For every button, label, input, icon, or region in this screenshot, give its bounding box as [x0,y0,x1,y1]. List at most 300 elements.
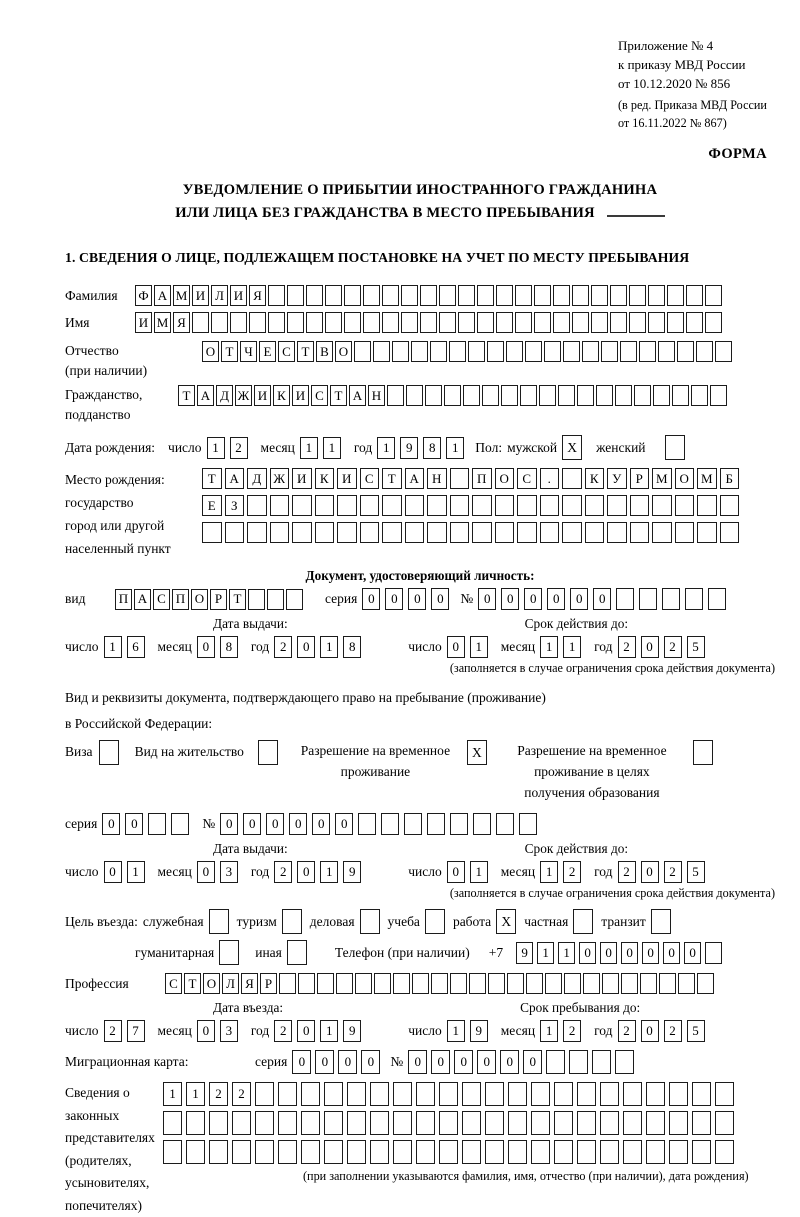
char-box[interactable] [558,385,575,406]
char-box[interactable] [267,589,284,610]
residence-issue-year[interactable] [274,861,366,883]
char-box[interactable] [582,341,599,362]
char-box[interactable]: 0 [641,1020,659,1042]
char-box[interactable] [225,522,245,543]
char-box[interactable] [230,312,247,333]
char-box[interactable] [554,1082,573,1106]
char-box[interactable] [450,522,470,543]
char-box[interactable] [325,285,342,306]
char-box[interactable] [646,1140,665,1164]
char-box[interactable] [686,312,703,333]
char-box[interactable] [186,1140,205,1164]
char-box[interactable]: И [292,385,309,406]
char-box[interactable] [629,285,646,306]
char-box[interactable] [583,973,600,994]
char-box[interactable]: 1 [537,942,554,964]
temp-residence-education-checkbox[interactable] [693,740,713,765]
residence-issue-day[interactable] [104,861,150,883]
char-box[interactable] [344,285,361,306]
char-box[interactable] [572,312,589,333]
char-box[interactable] [462,1140,481,1164]
char-box[interactable] [192,312,209,333]
char-box[interactable]: А [225,468,245,489]
char-box[interactable] [554,1140,573,1164]
char-box[interactable]: 0 [385,588,403,610]
char-box[interactable]: К [585,468,605,489]
char-box[interactable] [685,588,703,610]
char-box[interactable]: 1 [446,437,464,459]
char-box[interactable]: 1 [558,942,575,964]
char-box[interactable] [482,385,499,406]
char-box[interactable]: 8 [343,636,361,658]
char-box[interactable] [405,495,425,516]
char-box[interactable]: 6 [127,636,145,658]
char-box[interactable] [495,522,515,543]
char-box[interactable]: 0 [478,588,496,610]
char-box[interactable] [577,1111,596,1135]
char-box[interactable] [392,341,409,362]
char-box[interactable] [720,522,740,543]
char-box[interactable]: 0 [361,1050,380,1074]
surname-boxes[interactable] [135,285,724,306]
char-box[interactable] [347,1082,366,1106]
char-box[interactable]: 3 [220,861,238,883]
female-checkbox[interactable] [665,435,685,460]
char-box[interactable]: О [191,589,208,610]
char-box[interactable]: 2 [274,636,292,658]
char-box[interactable]: Е [259,341,276,362]
char-box[interactable]: 2 [230,437,248,459]
char-box[interactable]: 0 [266,813,284,835]
char-box[interactable]: 9 [400,437,418,459]
char-box[interactable] [286,589,303,610]
entry-day[interactable] [104,1020,150,1042]
char-box[interactable]: М [652,468,672,489]
char-box[interactable]: 2 [618,861,636,883]
char-box[interactable]: С [311,385,328,406]
char-box[interactable] [347,1140,366,1164]
stay-until-month[interactable] [540,1020,586,1042]
char-box[interactable] [344,312,361,333]
char-box[interactable] [444,385,461,406]
char-box[interactable] [715,1111,734,1135]
char-box[interactable] [450,973,467,994]
char-box[interactable] [715,1140,734,1164]
char-box[interactable]: 0 [104,861,122,883]
char-box[interactable] [577,385,594,406]
char-box[interactable]: О [675,468,695,489]
char-box[interactable]: Р [210,589,227,610]
char-box[interactable]: 0 [501,588,519,610]
residence-expiry-month[interactable] [540,861,586,883]
doc-issue-day[interactable] [104,636,150,658]
char-box[interactable] [337,522,357,543]
char-box[interactable]: Ч [240,341,257,362]
char-box[interactable]: Р [630,468,650,489]
char-box[interactable] [720,495,740,516]
char-box[interactable] [427,495,447,516]
char-box[interactable] [534,285,551,306]
char-box[interactable] [648,285,665,306]
char-box[interactable] [427,522,447,543]
char-box[interactable] [562,468,582,489]
char-box[interactable]: 2 [563,861,581,883]
char-box[interactable]: 2 [664,1020,682,1042]
char-box[interactable] [458,312,475,333]
char-box[interactable] [692,1082,711,1106]
char-box[interactable]: И [230,285,247,306]
char-box[interactable]: 1 [540,861,558,883]
char-box[interactable] [526,973,543,994]
char-box[interactable] [401,312,418,333]
char-box[interactable]: 1 [320,861,338,883]
char-box[interactable]: К [315,468,335,489]
char-box[interactable]: О [495,468,515,489]
char-box[interactable]: П [472,468,492,489]
char-box[interactable]: 0 [408,1050,427,1074]
char-box[interactable] [517,522,537,543]
char-box[interactable] [600,1140,619,1164]
char-box[interactable] [554,1111,573,1135]
char-box[interactable]: К [273,385,290,406]
char-box[interactable] [387,385,404,406]
char-box[interactable] [477,312,494,333]
char-box[interactable] [705,285,722,306]
char-box[interactable]: Д [216,385,233,406]
char-box[interactable] [634,385,651,406]
char-box[interactable] [247,495,267,516]
char-box[interactable] [592,1050,611,1074]
char-box[interactable] [531,1111,550,1135]
char-box[interactable]: О [335,341,352,362]
char-box[interactable] [315,522,335,543]
char-box[interactable] [569,1050,588,1074]
char-box[interactable] [697,973,714,994]
char-box[interactable]: 0 [684,942,701,964]
char-box[interactable]: Т [178,385,195,406]
char-box[interactable]: П [115,589,132,610]
char-box[interactable] [278,1082,297,1106]
char-box[interactable]: 0 [570,588,588,610]
char-box[interactable]: 0 [335,813,353,835]
char-box[interactable]: 0 [197,861,215,883]
residence-permit-checkbox[interactable] [258,740,278,765]
char-box[interactable]: 2 [664,636,682,658]
char-box[interactable]: 0 [663,942,680,964]
char-box[interactable] [715,1082,734,1106]
char-box[interactable] [705,942,722,964]
doc-issue-year[interactable] [274,636,366,658]
char-box[interactable] [301,1111,320,1135]
char-box[interactable] [278,1111,297,1135]
char-box[interactable] [485,1111,504,1135]
char-box[interactable] [347,1111,366,1135]
char-box[interactable] [485,1140,504,1164]
char-box[interactable] [324,1111,343,1135]
char-box[interactable]: . [540,468,560,489]
char-box[interactable]: И [254,385,271,406]
residence-number-boxes[interactable] [220,813,542,835]
doc-number-boxes[interactable] [478,588,731,610]
char-box[interactable]: 1 [323,437,341,459]
char-box[interactable] [495,495,515,516]
char-box[interactable]: 0 [579,942,596,964]
purpose-study-checkbox[interactable] [425,909,445,934]
char-box[interactable] [336,973,353,994]
char-box[interactable] [449,341,466,362]
char-box[interactable] [298,973,315,994]
char-box[interactable] [416,1140,435,1164]
purpose-humanitarian-checkbox[interactable] [219,940,239,965]
char-box[interactable] [585,522,605,543]
char-box[interactable] [458,285,475,306]
char-box[interactable]: 0 [642,942,659,964]
char-box[interactable] [705,312,722,333]
char-box[interactable]: 0 [362,588,380,610]
char-box[interactable] [563,341,580,362]
char-box[interactable] [620,341,637,362]
char-box[interactable] [472,522,492,543]
char-box[interactable] [430,341,447,362]
char-box[interactable]: 1 [127,861,145,883]
char-box[interactable] [163,1111,182,1135]
char-box[interactable]: Т [229,589,246,610]
char-box[interactable] [675,522,695,543]
char-box[interactable] [382,285,399,306]
patronymic-boxes[interactable] [202,341,734,362]
char-box[interactable] [148,813,166,835]
char-box[interactable] [577,1140,596,1164]
char-box[interactable]: Я [241,973,258,994]
char-box[interactable] [411,341,428,362]
char-box[interactable]: 2 [209,1082,228,1106]
doc-expiry-month[interactable] [540,636,586,658]
char-box[interactable]: А [405,468,425,489]
residence-series-boxes[interactable] [102,813,194,835]
char-box[interactable]: 8 [220,636,238,658]
char-box[interactable] [462,1111,481,1135]
char-box[interactable]: Т [382,468,402,489]
char-box[interactable] [623,1140,642,1164]
char-box[interactable]: 0 [454,1050,473,1074]
char-box[interactable] [572,285,589,306]
phone-boxes[interactable] [516,942,726,964]
char-box[interactable] [315,495,335,516]
char-box[interactable] [287,285,304,306]
char-box[interactable] [602,973,619,994]
char-box[interactable] [382,495,402,516]
char-box[interactable]: 2 [563,1020,581,1042]
char-box[interactable]: Ж [270,468,290,489]
char-box[interactable]: 0 [289,813,307,835]
char-box[interactable]: 2 [104,1020,122,1042]
char-box[interactable]: А [197,385,214,406]
char-box[interactable] [616,588,634,610]
char-box[interactable]: 0 [600,942,617,964]
char-box[interactable] [247,522,267,543]
char-box[interactable]: 0 [524,588,542,610]
char-box[interactable]: 0 [297,1020,315,1042]
char-box[interactable] [382,312,399,333]
char-box[interactable] [540,495,560,516]
char-box[interactable] [255,1111,274,1135]
char-box[interactable]: 1 [563,636,581,658]
char-box[interactable]: 1 [470,636,488,658]
char-box[interactable] [539,385,556,406]
char-box[interactable] [697,522,717,543]
char-box[interactable] [710,385,727,406]
char-box[interactable]: 2 [618,1020,636,1042]
char-box[interactable] [508,1082,527,1106]
representatives-boxes-1[interactable] [163,1082,738,1106]
char-box[interactable]: 1 [163,1082,182,1106]
char-box[interactable] [427,813,445,835]
char-box[interactable] [248,589,265,610]
char-box[interactable] [405,522,425,543]
purpose-private-checkbox[interactable] [573,909,593,934]
char-box[interactable] [412,973,429,994]
birth-place-boxes-1[interactable] [202,468,742,489]
char-box[interactable] [393,1082,412,1106]
doc-issue-month[interactable] [197,636,243,658]
char-box[interactable] [515,312,532,333]
migration-card-series-boxes[interactable] [292,1050,384,1074]
profession-boxes[interactable] [165,973,716,994]
char-box[interactable]: П [172,589,189,610]
char-box[interactable]: 0 [125,813,143,835]
char-box[interactable] [401,285,418,306]
char-box[interactable] [562,495,582,516]
char-box[interactable] [324,1082,343,1106]
char-box[interactable] [667,312,684,333]
char-box[interactable]: 9 [343,861,361,883]
char-box[interactable]: 2 [618,636,636,658]
char-box[interactable] [354,341,371,362]
char-box[interactable]: 0 [431,588,449,610]
char-box[interactable] [270,522,290,543]
char-box[interactable] [591,285,608,306]
char-box[interactable] [630,495,650,516]
birth-place-boxes-3[interactable] [202,522,742,543]
char-box[interactable] [488,973,505,994]
char-box[interactable] [278,1140,297,1164]
citizenship-boxes[interactable] [178,385,729,406]
char-box[interactable] [374,973,391,994]
char-box[interactable] [370,1111,389,1135]
char-box[interactable] [544,341,561,362]
entry-year[interactable] [274,1020,366,1042]
char-box[interactable] [646,1082,665,1106]
char-box[interactable] [600,1111,619,1135]
char-box[interactable]: 1 [320,1020,338,1042]
residence-expiry-year[interactable] [618,861,710,883]
char-box[interactable] [646,1111,665,1135]
char-box[interactable] [629,312,646,333]
char-box[interactable] [715,341,732,362]
char-box[interactable]: 7 [127,1020,145,1042]
char-box[interactable] [692,1111,711,1135]
char-box[interactable]: 0 [220,813,238,835]
char-box[interactable]: Е [202,495,222,516]
char-box[interactable]: 1 [377,437,395,459]
char-box[interactable]: Д [247,468,267,489]
char-box[interactable]: 0 [197,636,215,658]
char-box[interactable] [469,973,486,994]
char-box[interactable]: У [607,468,627,489]
char-box[interactable]: О [202,341,219,362]
char-box[interactable] [360,495,380,516]
char-box[interactable]: Т [297,341,314,362]
char-box[interactable]: 2 [232,1082,251,1106]
char-box[interactable] [648,312,665,333]
char-box[interactable] [431,973,448,994]
char-box[interactable] [496,813,514,835]
char-box[interactable]: И [337,468,357,489]
char-box[interactable] [577,1082,596,1106]
char-box[interactable]: М [697,468,717,489]
char-box[interactable]: 0 [477,1050,496,1074]
char-box[interactable] [363,285,380,306]
birth-month-boxes[interactable] [300,437,346,459]
char-box[interactable]: Ф [135,285,152,306]
purpose-business-checkbox[interactable] [360,909,380,934]
char-box[interactable] [450,813,468,835]
char-box[interactable] [507,973,524,994]
char-box[interactable] [287,312,304,333]
char-box[interactable]: 0 [500,1050,519,1074]
char-box[interactable] [610,312,627,333]
char-box[interactable] [669,1082,688,1106]
char-box[interactable]: 5 [687,636,705,658]
char-box[interactable] [519,813,537,835]
char-box[interactable]: 5 [687,1020,705,1042]
char-box[interactable] [659,973,676,994]
char-box[interactable] [301,1140,320,1164]
char-box[interactable]: И [135,312,152,333]
residence-expiry-day[interactable] [447,861,493,883]
residence-issue-month[interactable] [197,861,243,883]
char-box[interactable]: 0 [297,636,315,658]
temp-residence-checkbox[interactable]: X [467,740,487,765]
char-box[interactable] [163,1140,182,1164]
char-box[interactable] [439,1082,458,1106]
char-box[interactable] [534,312,551,333]
char-box[interactable]: 0 [641,636,659,658]
char-box[interactable]: 1 [207,437,225,459]
char-box[interactable] [692,1140,711,1164]
char-box[interactable] [531,1082,550,1106]
char-box[interactable]: 0 [315,1050,334,1074]
birth-place-boxes-2[interactable] [202,495,742,516]
char-box[interactable] [473,813,491,835]
char-box[interactable]: Т [221,341,238,362]
char-box[interactable] [621,973,638,994]
char-box[interactable]: С [517,468,537,489]
char-box[interactable] [477,285,494,306]
char-box[interactable]: Р [260,973,277,994]
char-box[interactable] [255,1082,274,1106]
char-box[interactable]: 0 [641,861,659,883]
char-box[interactable] [669,1140,688,1164]
char-box[interactable] [639,341,656,362]
char-box[interactable] [585,495,605,516]
char-box[interactable]: С [360,468,380,489]
char-box[interactable] [255,1140,274,1164]
char-box[interactable]: 2 [274,1020,292,1042]
char-box[interactable] [487,341,504,362]
char-box[interactable]: 1 [540,1020,558,1042]
char-box[interactable] [545,973,562,994]
